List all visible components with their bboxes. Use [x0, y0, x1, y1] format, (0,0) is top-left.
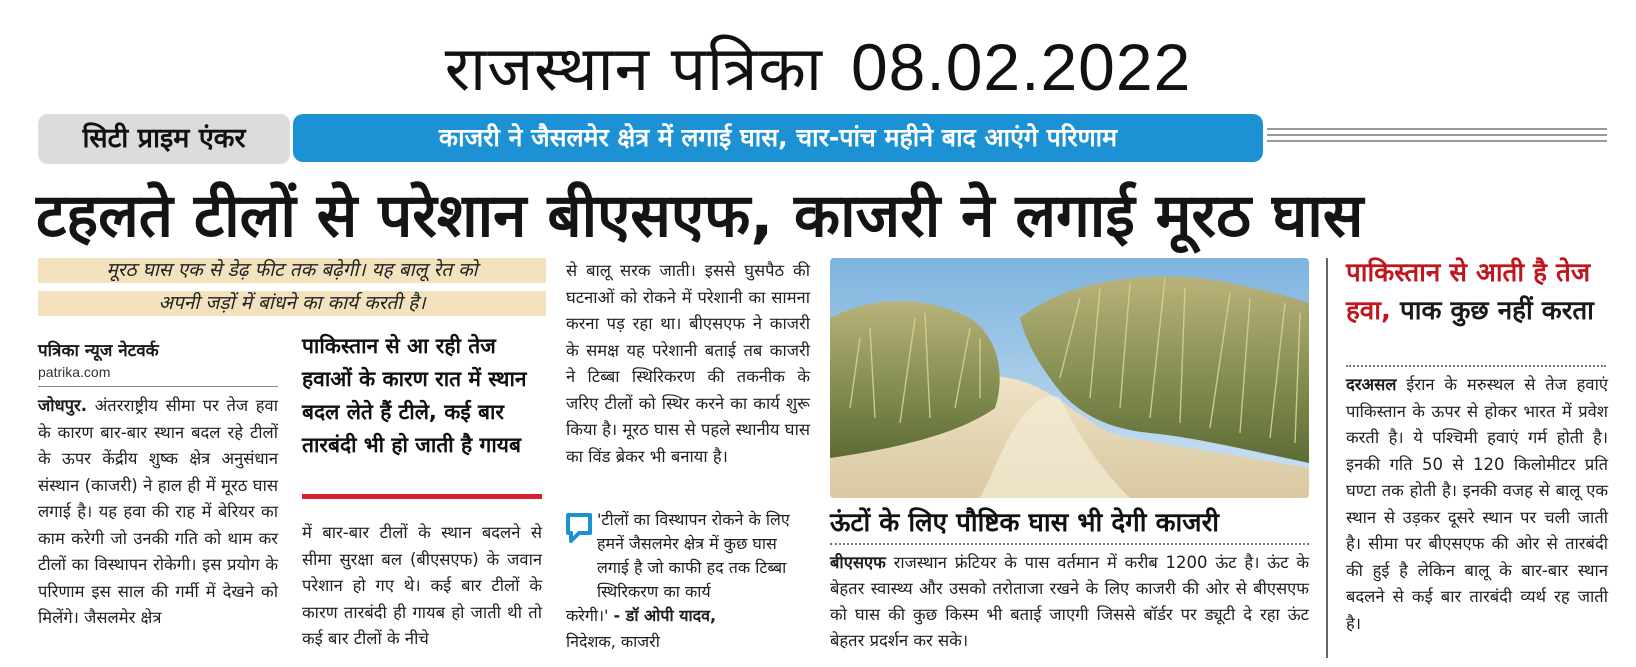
sidebar-divider [1346, 365, 1606, 367]
quote-mark-icon [565, 512, 593, 544]
sidebar-text [1346, 372, 1608, 637]
article-column-3: से बालू सरक जाती। इससे घुसपैठ की घटनाओं को रोकने में परेशानी का सामना करना पड़ रहा था। बीएसएफ ने काजरी के समक्ष यह परेशानी बताई तब काजरी ने टिब्बा स्थिरिकरण की तकनीक के जरिए टीलों को स्थिर करने का कार्य शुरू किया है। मूरठ घास से पहले स्थानीय घास का विंड ब्रेकर भी बनाया है। [566, 261, 810, 466]
quote-speaker: - डॉ ओपी यादव, [613, 606, 717, 625]
publication-date: 08.02.2022 [850, 30, 1192, 104]
dune-grass-photo [830, 258, 1309, 498]
photo-story-headline: ऊंटों के लिए पौष्टिक घास भी देगी काजरी [830, 508, 1219, 538]
pull-quote-closing: करेगी।' [566, 606, 609, 625]
article-column-1 [38, 393, 278, 632]
pull-quote-end [566, 604, 810, 628]
column-divider [1326, 258, 1328, 658]
subhead-divider [302, 494, 542, 499]
photo-story-body: राजस्थान फ्रंटियर के पास वर्तमान में करीब 1200 ऊंट है। ऊंट के बेहतर स्वास्थ्य और उसको तरोताजा रखने के लिए काजरी की ओर से बीएसएफ को घास की कुछ किस्म भी बताई जाएगी जिससे बॉर्डर पर ड्यूटी दे रहा ऊंट बेहतर प्रदर्शन कर सके। [830, 553, 1309, 650]
strap-headline: काजरी ने जैसलमेर क्षेत्र में लगाई घास, चार-पांच महीने बाद आएंगे परिणाम [293, 114, 1263, 162]
sidebar-headline [1346, 254, 1606, 330]
pull-quote: 'टीलों का विस्थापन रोकने के लिए हमनें जैसलमेर क्षेत्र में कुछ घास लगाई है जो काफी हद तक टिब्बा स्थिरिकरण का कार्य [597, 510, 790, 601]
sidebar-headline-red: पाकिस्तान से आती है तेज हवा, [1346, 258, 1591, 326]
highlight-line-2: अपनी जड़ों में बांधने का कार्य करती है। [38, 291, 546, 316]
article-column-2: में बार-बार टीलों के स्थान बदलने से सीमा सुरक्षा बल (बीएसएफ) के जवान परेशान हो गए थे। कई बार टीलों के कारण तारबंदी ही गायब हो जाती थी तो कई बार टीलों के नीचे [302, 523, 542, 648]
subheadline: पाकिस्तान से आ रही तेज हवाओं के कारण रात में स्थान बदल लेते हैं टीले, कई बार तारबंदी भी हो जाती है गायब [302, 334, 527, 457]
sidebar-body: ईरान के मरुस्थल से तेज हवाएं पाकिस्तान के ऊपर से होकर भारत में प्रवेश करती है। ये पश्चिमी हवाएं गर्म होती है। इनकी गति 50 से 120 किलोमीटर प्रति घण्टा तक होती है। इनकी वजह से बालू एक स्थान से उड़कर दूसरे स्थान पर चली जाती है। सीमा पर बीएसएफ की ओर से तारबंदी की हुई है लेकिन बालू के बार-बार स्थान बदलने से कई बार तारबंदी व्यर्थ रह जाती है। [1346, 375, 1609, 633]
byline [38, 340, 278, 387]
column-1-text: अंतरराष्ट्रीय सीमा पर तेज हवा के कारण बार-बार स्थान बदल रहे टीलों के ऊपर केंद्रीय शुष्क क्षेत्र अनुसंधान संस्थान (काजरी) ने हाल ही में मूरठ घास लगाई है। यह हवा की राह में बेरियर का काम करेगी जो उनकी गति को थाम कर टीलों का विस्थापन रोकेगी। इस प्रयोग के परिणाम इस साल की गर्मी में देखने को मिलेंगे। जैसलमेर क्षेत्र [38, 396, 278, 627]
sidebar-headline-black: पाक कुछ नहीं करता [1399, 296, 1594, 326]
decorative-rules [1267, 128, 1607, 148]
photo-story-text [830, 550, 1309, 654]
sidebar-lead: दरअसल [1346, 375, 1397, 394]
byline-name: पत्रिका न्यूज नेटवर्क [38, 341, 159, 361]
dateline: जोधपुर. [38, 396, 88, 415]
section-kicker: सिटी प्राइम एंकर [38, 114, 290, 164]
highlight-line-1: मूरठ घास एक से डेढ़ फीट तक बढ़ेगी। यह बालू रेत को [38, 258, 546, 283]
photo-story-lead: बीएसएफ [830, 553, 886, 572]
newspaper-name: राजस्थान पत्रिका [444, 32, 823, 105]
byline-site: patrika.com [38, 362, 278, 387]
main-headline: टहलते टीलों से परेशान बीएसएफ, काजरी ने लगाई मूरठ घास [36, 181, 1364, 251]
highlight-blurb [38, 258, 546, 324]
quote-speaker-role: निदेशक, काजरी [566, 632, 660, 651]
dotted-divider [830, 543, 1309, 545]
masthead [0, 28, 1636, 108]
